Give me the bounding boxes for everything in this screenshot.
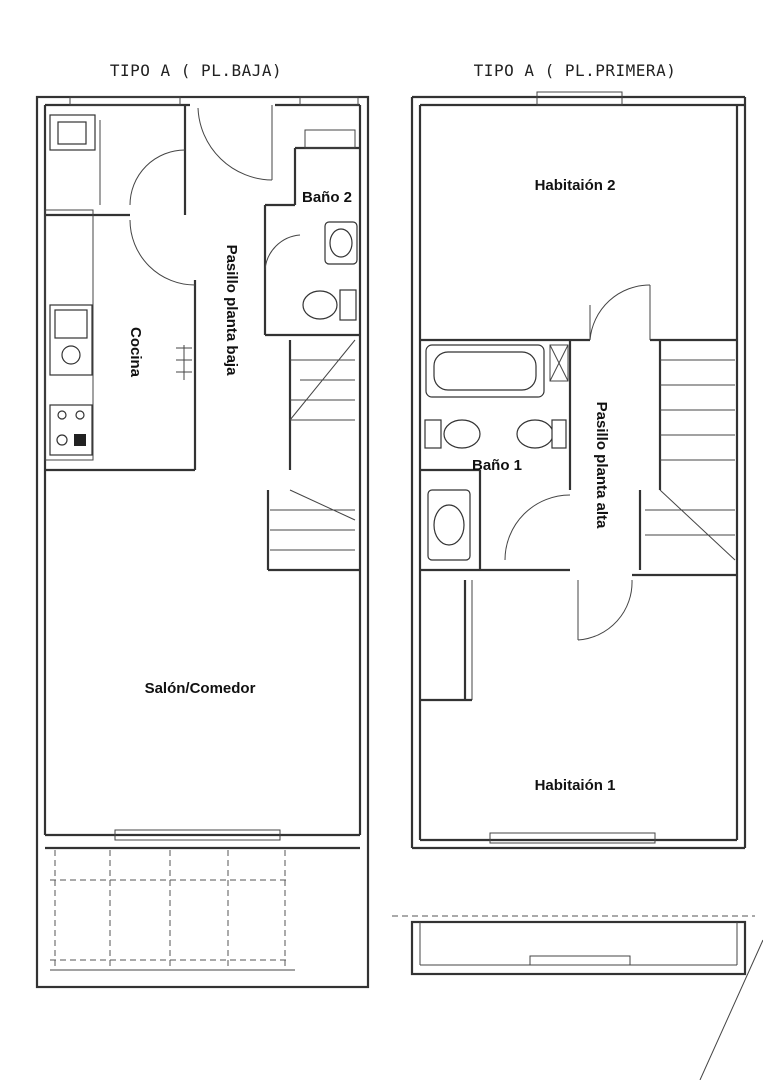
room-label-bano-2: Baño 2 (301, 189, 353, 206)
ground-floor-outer-wall (37, 97, 368, 987)
first-floor-title: TIPO A ( PL.PRIMERA) (473, 61, 677, 80)
ground-floor-title: TIPO A ( PL.BAJA) (109, 61, 283, 80)
room-label-pasillo-planta-baja: Pasillo planta baja (223, 244, 240, 376)
first-floor-plan (392, 61, 763, 1080)
room-label-habitaion-1: Habitaión 1 (534, 777, 616, 794)
room-label-salon-comedor: Salón/Comedor (144, 680, 256, 697)
room-label-habitaion-2: Habitaión 2 (534, 177, 616, 194)
room-label-cocina: Cocina (127, 326, 144, 378)
room-label-bano-1: Baño 1 (471, 457, 523, 474)
ground-floor-plan (37, 61, 368, 987)
room-label-pasillo-planta-alta: Pasillo planta alta (593, 401, 610, 529)
